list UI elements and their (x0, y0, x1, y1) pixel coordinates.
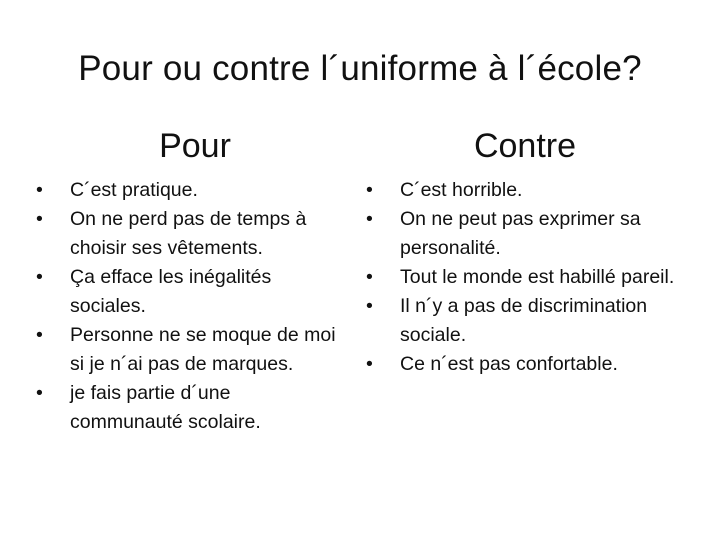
pour-item-text: je fais partie d´une communauté scolaire. (70, 382, 261, 433)
pour-item-text: Ça efface les inégalités sociales. (70, 266, 272, 317)
contre-item-text: Il n´y a pas de discrimination sociale. (400, 295, 648, 346)
contre-item-text: On ne peut pas exprimer sa personalité. (400, 208, 641, 259)
list-item (366, 176, 688, 205)
pour-heading: Pour (159, 127, 231, 165)
list-item (36, 379, 342, 437)
pour-list (36, 176, 342, 437)
bullet-icon: • (36, 266, 43, 288)
bullet-icon: • (366, 208, 373, 230)
bullet-icon: • (366, 353, 373, 375)
contre-heading: Contre (473, 127, 577, 165)
list-item (36, 263, 342, 321)
bullet-icon: • (366, 266, 373, 288)
pour-item-text: C´est pratique. (70, 179, 198, 201)
contre-list (366, 176, 688, 379)
bullet-icon: • (36, 324, 43, 346)
contre-item-text: Ce n´est pas confortable. (400, 353, 618, 375)
bullet-icon: • (36, 208, 43, 230)
list-item (366, 263, 688, 292)
pour-item-text: Personne ne se moque de moi si je n´ai pas de marques. (70, 324, 336, 375)
slide-title: Pour ou contre l´uniforme à l´école? (78, 49, 642, 88)
list-item (36, 176, 342, 205)
contre-item-text: Tout le monde est habillé pareil. (400, 266, 675, 288)
pour-item-text: On ne perd pas de temps à choisir ses vêtements. (70, 208, 307, 259)
bullet-icon: • (36, 382, 43, 404)
bullet-icon: • (366, 179, 373, 201)
list-item (36, 321, 342, 379)
list-item (366, 350, 688, 379)
bullet-icon: • (366, 295, 373, 317)
list-item (366, 205, 688, 263)
bullet-icon: • (36, 179, 43, 201)
list-item (366, 292, 688, 350)
list-item (36, 205, 342, 263)
contre-item-text: C´est horrible. (400, 179, 523, 201)
